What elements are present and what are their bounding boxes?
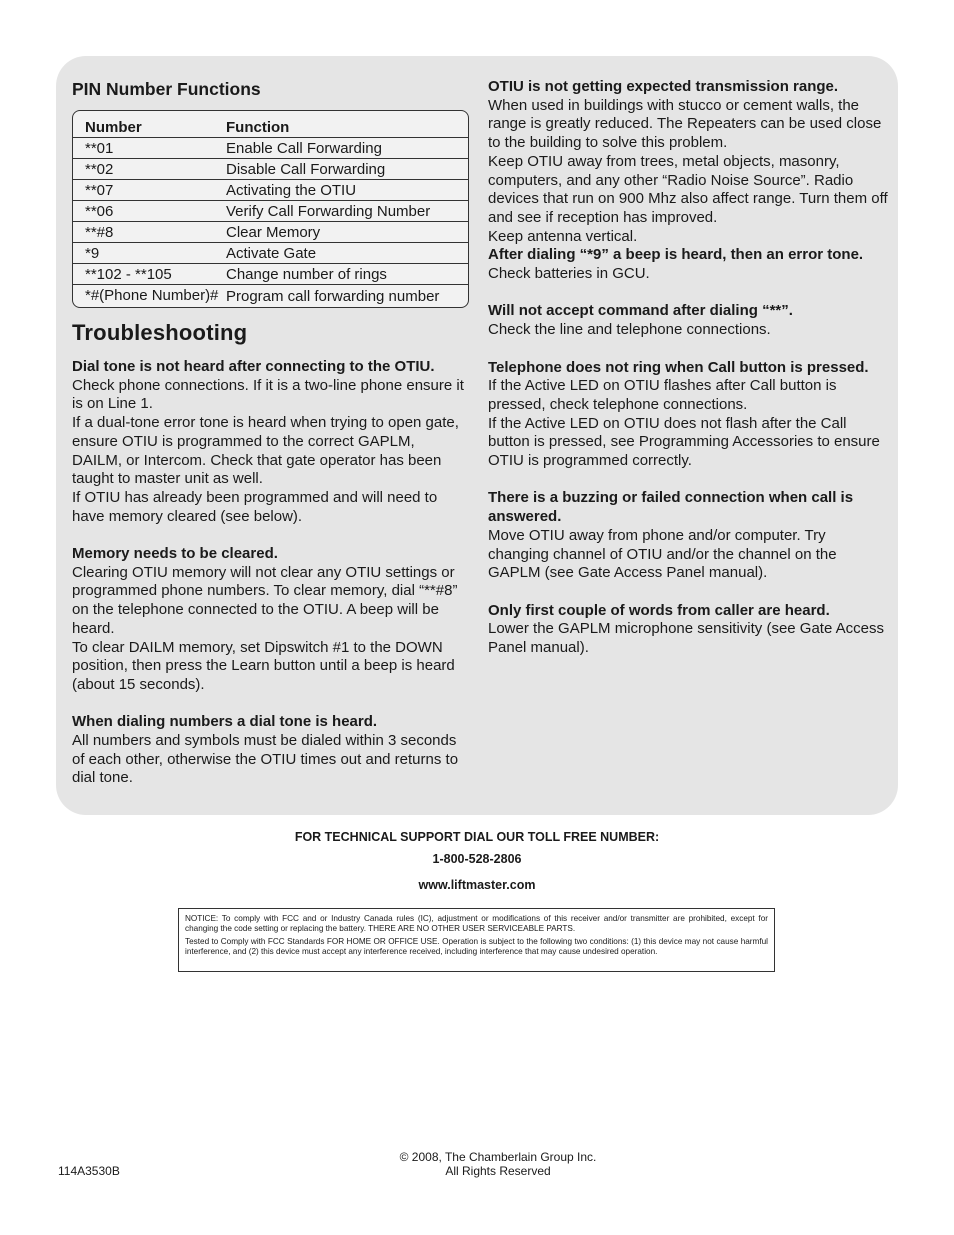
- trouble-paragraph: Clearing OTIU memory will not clear any OTIU settings or programmed phone numbers. To clear memory, dial “**#8” on the telephone connected to the OTIU. A beep will be heard.: [72, 563, 458, 637]
- pin-number-cell: **02: [85, 161, 114, 178]
- pin-table-header: [73, 111, 468, 137]
- trouble-heading: Telephone does not ring when Call button is pressed.: [488, 358, 869, 376]
- troubleshooting-title: Troubleshooting: [72, 320, 248, 345]
- table-row: [73, 284, 468, 307]
- pin-function-cell: Verify Call Forwarding Number: [226, 203, 431, 220]
- support-heading: FOR TECHNICAL SUPPORT DIAL OUR TOLL FREE NUMBER:: [294, 830, 660, 844]
- trouble-paragraph: All numbers and symbols must be dialed within 3 seconds of each other, otherwise the OTIU times out and returns to dial tone.: [72, 732, 459, 787]
- trouble-paragraph: Check the line and telephone connections.: [488, 321, 771, 339]
- part-number: 114A3530B: [58, 1164, 120, 1178]
- column-header-function: Function: [226, 119, 290, 136]
- table-row: [73, 137, 468, 158]
- table-row: [73, 221, 468, 242]
- pin-function-cell: Disable Call Forwarding: [226, 161, 386, 178]
- trouble-paragraph: To clear DAILM memory, set Dipswitch #1 to the DOWN position, then press the Learn button until a beep is heard (about 15 seconds).: [72, 638, 455, 693]
- copyright: [0, 1150, 954, 1178]
- trouble-paragraph: Move OTIU away from phone and/or computer. Try changing channel of OTIU and/or the channel on the GAPLM (see Gate Access Panel manual).: [488, 526, 837, 582]
- table-row: [73, 158, 468, 179]
- trouble-heading: Memory needs to be cleared.: [72, 545, 278, 563]
- trouble-heading: There is a buzzing or failed connection when call is answered.: [488, 489, 854, 526]
- trouble-item: [488, 489, 888, 583]
- trouble-paragraph: When used in buildings with stucco or cement walls, the range is greatly reduced. The Repeaters can be used close to the building to solve this problem.: [488, 96, 882, 152]
- table-row: [73, 242, 468, 263]
- pin-function-cell: Activate Gate: [226, 245, 317, 262]
- notice-paragraph: Tested to Comply with FCC Standards FOR HOME OR OFFICE USE. Operation is subject to the following two conditions: (1) this device may not cause harmful interference, and (2) this device must accept any interference received, including interference that may cause undesired operation.: [185, 937, 768, 956]
- trouble-heading: Only first couple of words from caller are heard.: [488, 601, 830, 619]
- trouble-paragraph: Keep antenna vertical.: [488, 227, 638, 245]
- pin-function-cell: Clear Memory: [226, 224, 321, 241]
- support-website: www.liftmaster.com: [418, 878, 536, 892]
- trouble-heading: After dialing “*9” a beep is heard, then an error tone.: [488, 246, 864, 264]
- pin-number-cell: **07: [85, 182, 114, 199]
- trouble-paragraph: Keep OTIU away from trees, metal objects, masonry, computers, and any other “Radio Noise Source”. Radio devices that run on 900 Mhz also affect range. Turn them off and see if reception has improved.: [488, 152, 888, 226]
- trouble-heading: OTIU is not getting expected transmission range.: [488, 78, 839, 95]
- trouble-item: [488, 78, 888, 284]
- pin-section-title: PIN Number Functions: [72, 79, 261, 99]
- trouble-item: [72, 358, 468, 526]
- right-column: [488, 78, 888, 676]
- trouble-heading: When dialing numbers a dial tone is heard.: [72, 713, 378, 731]
- trouble-paragraph: Check batteries in GCU.: [488, 265, 650, 283]
- trouble-item: [488, 602, 888, 658]
- copyright-line: All Rights Reserved: [445, 1164, 551, 1178]
- trouble-paragraph: If the Active LED on OTIU flashes after Call button is pressed, check telephone connections.: [488, 377, 837, 413]
- trouble-paragraph: If a dual-tone error tone is heard when trying to open gate, ensure OTIU is programmed to the correct GAPLM, DAILM, or Intercom. Check that gate operator has been taught to master unit as well.: [72, 414, 459, 488]
- table-row: [73, 263, 468, 284]
- pin-number-cell: *9: [85, 245, 100, 262]
- trouble-item: [488, 302, 888, 339]
- trouble-heading: Will not accept command after dialing “**”.: [488, 302, 793, 320]
- pin-number-cell: *#(Phone Number)#: [85, 287, 219, 304]
- trouble-paragraph: If OTIU has already been programmed and will need to have memory cleared (see below).: [72, 488, 438, 525]
- pin-number-cell: **06: [85, 203, 114, 220]
- left-column: [72, 78, 468, 807]
- pin-number-cell: **102 - **105: [85, 266, 172, 283]
- pin-function-cell: Activating the OTIU: [226, 182, 357, 199]
- fcc-notice: [178, 908, 775, 972]
- pin-number-cell: **01: [85, 140, 114, 157]
- notice-paragraph: NOTICE: To comply with FCC and or Industry Canada rules (IC), adjustment or modifications of this receiver and/or transmitter are prohibited, except for changing the code setting or replacing the battery. THERE ARE NO OTHER USER SERVICEABLE PARTS.: [185, 914, 768, 933]
- trouble-paragraph: Check phone connections. If it is a two-line phone ensure it is on Line 1.: [72, 376, 464, 413]
- trouble-paragraph: Lower the GAPLM microphone sensitivity (see Gate Access Panel manual).: [488, 620, 885, 657]
- trouble-paragraph: If the Active LED on OTIU does not flash after the Call button is pressed, see Programming Accessories to ensure OTIU is programmed correctly.: [488, 414, 880, 470]
- pin-number-cell: **#8: [85, 224, 114, 241]
- support-phone: 1-800-528-2806: [432, 852, 522, 866]
- pin-function-cell: Program call forwarding number: [226, 288, 440, 305]
- copyright-line: © 2008, The Chamberlain Group Inc.: [399, 1150, 597, 1164]
- pin-function-cell: Enable Call Forwarding: [226, 140, 382, 157]
- trouble-heading: Dial tone is not heard after connecting to the OTIU.: [72, 358, 435, 375]
- table-row: [73, 200, 468, 221]
- pin-table: [72, 110, 469, 308]
- table-row: [73, 179, 468, 200]
- trouble-item: [488, 359, 888, 471]
- column-header-number: Number: [85, 119, 142, 136]
- pin-function-cell: Change number of rings: [226, 266, 387, 283]
- trouble-item: [72, 713, 468, 788]
- trouble-item: [72, 545, 468, 695]
